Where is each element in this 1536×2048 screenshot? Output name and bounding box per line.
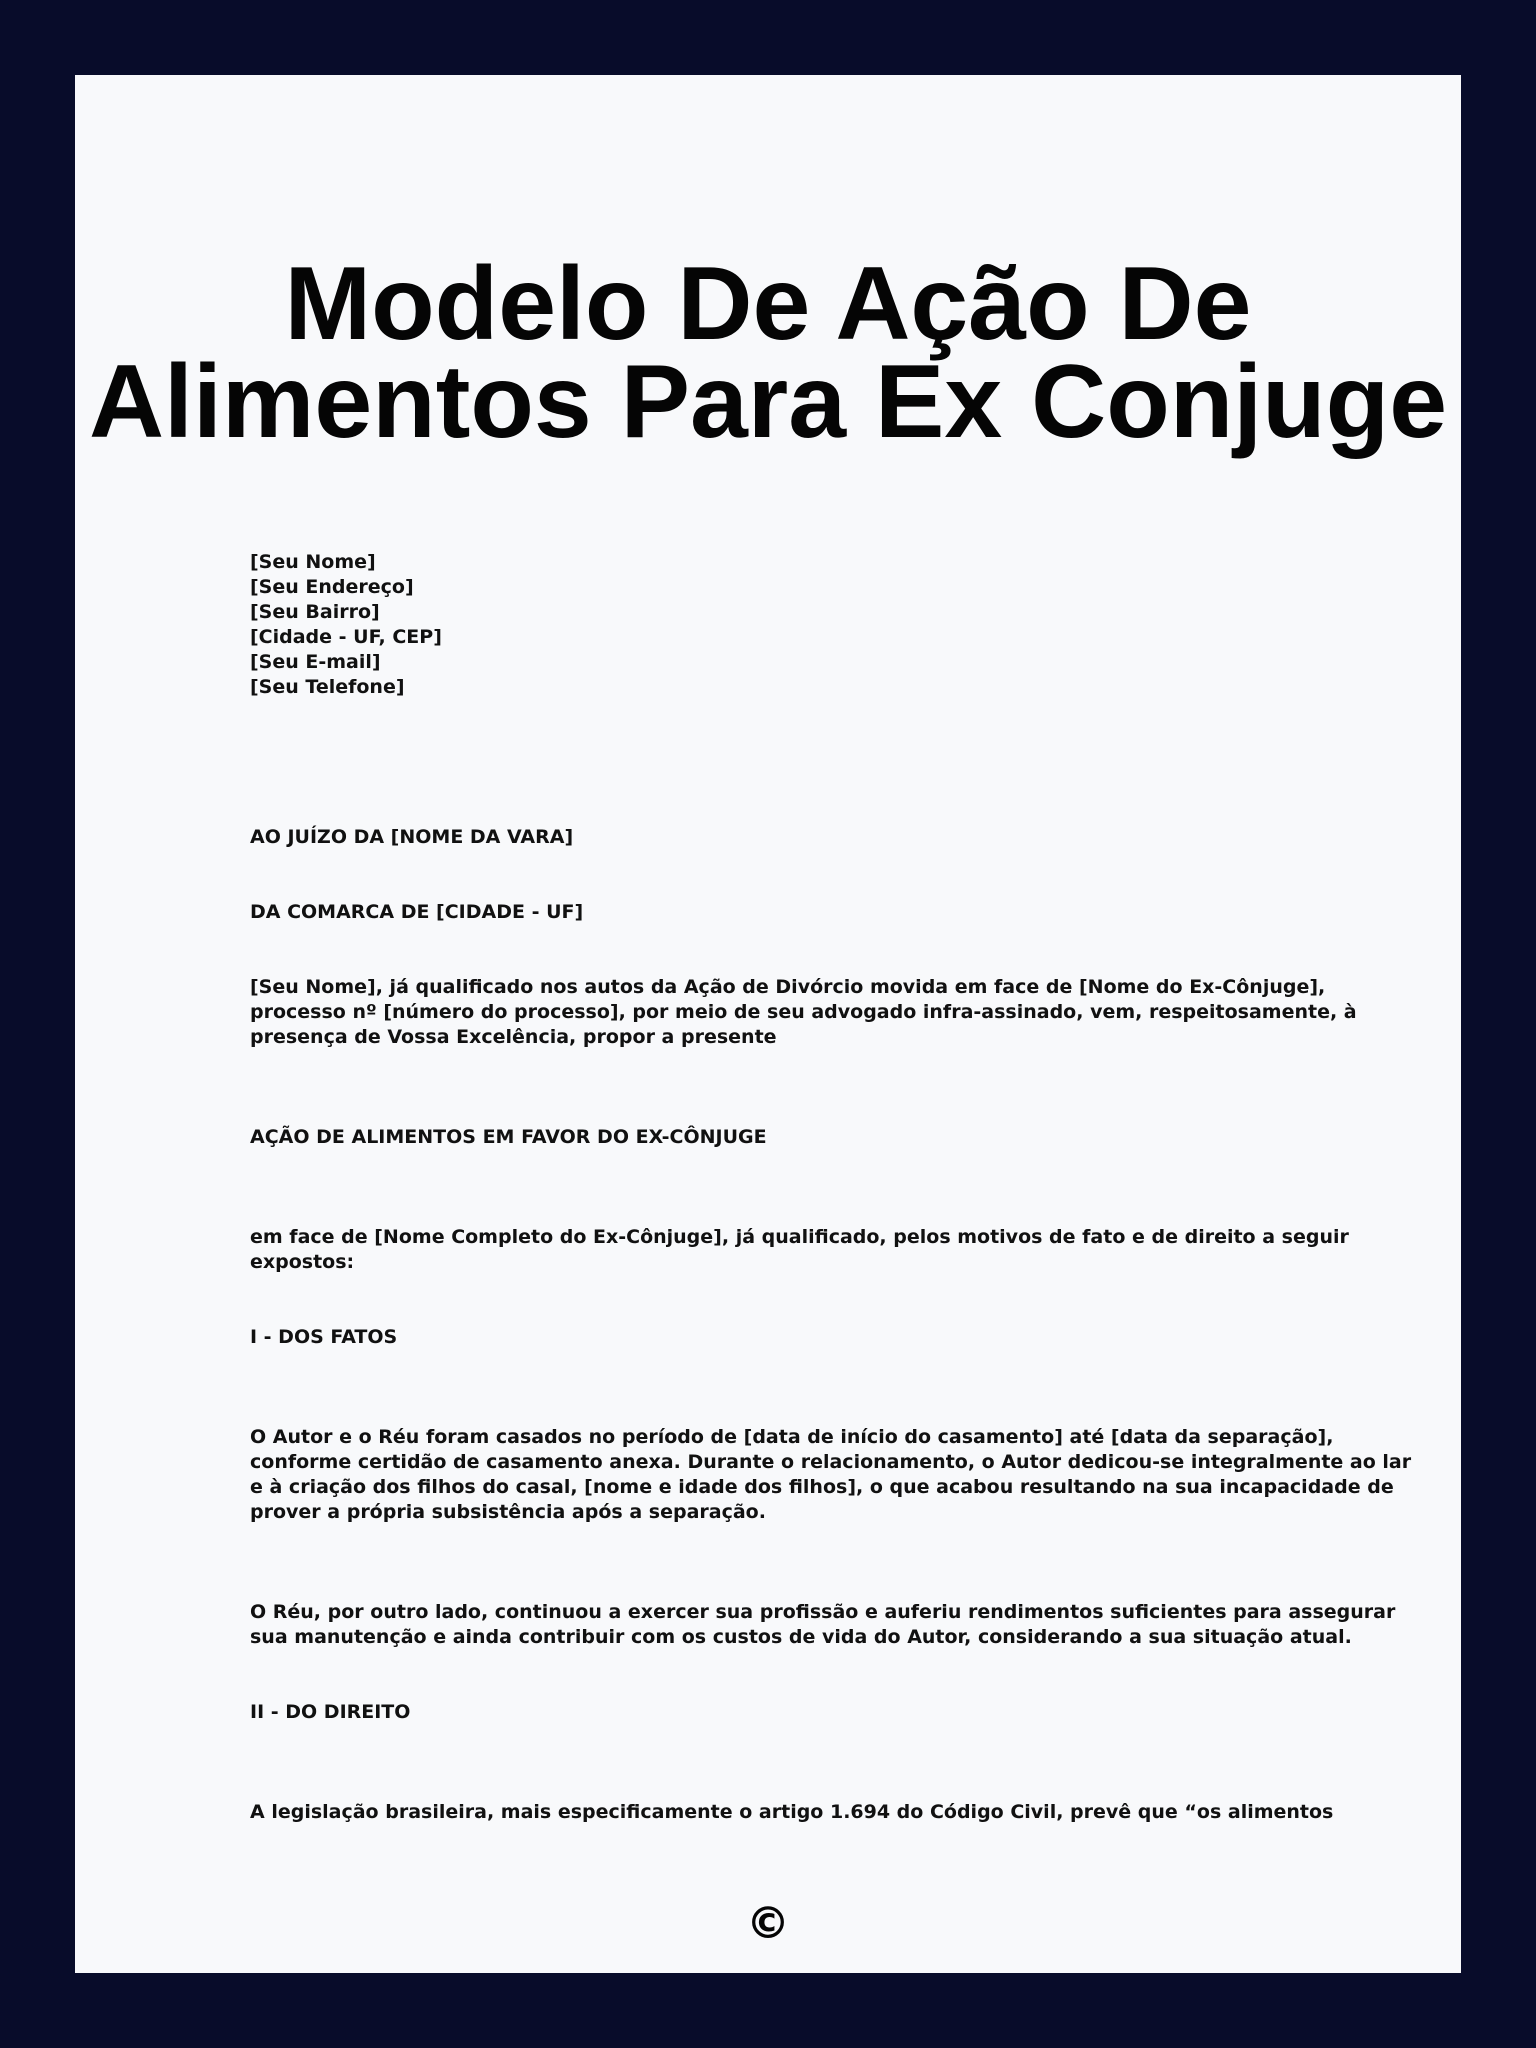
- facts-line: conforme certidão de casamento anexa. Durante o relacionamento, o Autor dedicou-se integralmente ao lar: [250, 1451, 1412, 1473]
- sender-name: [Seu Nome]: [250, 551, 376, 573]
- intro-line: presença de Vossa Excelência, propor a presente: [250, 1026, 777, 1048]
- law-paragraph-1: [250, 1800, 1333, 1825]
- document-title: [75, 246, 1461, 460]
- addressee-county: DA COMARCA DE [CIDADE - UF]: [250, 901, 584, 923]
- against-line: expostos:: [250, 1251, 355, 1273]
- title-line-1: Modelo De Ação De: [284, 246, 1252, 362]
- sender-district: [Seu Bairro]: [250, 601, 380, 623]
- sender-block: [250, 550, 442, 700]
- sender-city: [Cidade - UF, CEP]: [250, 626, 442, 648]
- intro-line: [Seu Nome], já qualificado nos autos da Ação de Divórcio movida em face de [Nome do Ex-Cônjuge],: [250, 976, 1326, 998]
- facts-line: O Autor e o Réu foram casados no período de [data de início do casamento] até [data da separação],: [250, 1426, 1334, 1448]
- section-facts-heading: I - DOS FATOS: [250, 1326, 398, 1348]
- addressee-court: AO JUÍZO DA [NOME DA VARA]: [250, 826, 574, 848]
- facts-line: O Réu, por outro lado, continuou a exercer sua profissão e auferiu rendimentos suficientes para assegurar: [250, 1601, 1396, 1623]
- action-title: AÇÃO DE ALIMENTOS EM FAVOR DO EX-CÔNJUGE: [250, 1126, 767, 1148]
- sender-address: [Seu Endereço]: [250, 576, 414, 598]
- law-line: A legislação brasileira, mais especificamente o artigo 1.694 do Código Civil, prevê que “os alimentos: [250, 1801, 1334, 1823]
- document-page: [75, 75, 1461, 1973]
- facts-line: sua manutenção e ainda contribuir com os custos de vida do Autor, considerando a sua situação atual.: [250, 1626, 1352, 1648]
- facts-line: e à criação dos filhos do casal, [nome e idade dos filhos], o que acabou resultando na sua incapacidade de: [250, 1476, 1394, 1498]
- intro-paragraph: [250, 975, 1357, 1050]
- sender-email: [Seu E-mail]: [250, 651, 381, 673]
- title-line-2: Alimentos Para Ex Conjuge: [88, 344, 1448, 460]
- copyright-icon: ©: [746, 1898, 790, 1949]
- facts-line: prover a própria subsistência após a separação.: [250, 1501, 766, 1523]
- section-law-heading: II - DO DIREITO: [250, 1701, 411, 1723]
- against-line: em face de [Nome Completo do Ex-Cônjuge], já qualificado, pelos motivos de fato e de direito a seguir: [250, 1226, 1349, 1248]
- against-paragraph: [250, 1225, 1349, 1275]
- intro-line: processo nº [número do processo], por meio de seu advogado infra-assinado, vem, respeitosamente, à: [250, 1001, 1357, 1023]
- facts-paragraph-1: [250, 1425, 1411, 1525]
- facts-paragraph-2: [250, 1600, 1395, 1650]
- sender-phone: [Seu Telefone]: [250, 676, 405, 698]
